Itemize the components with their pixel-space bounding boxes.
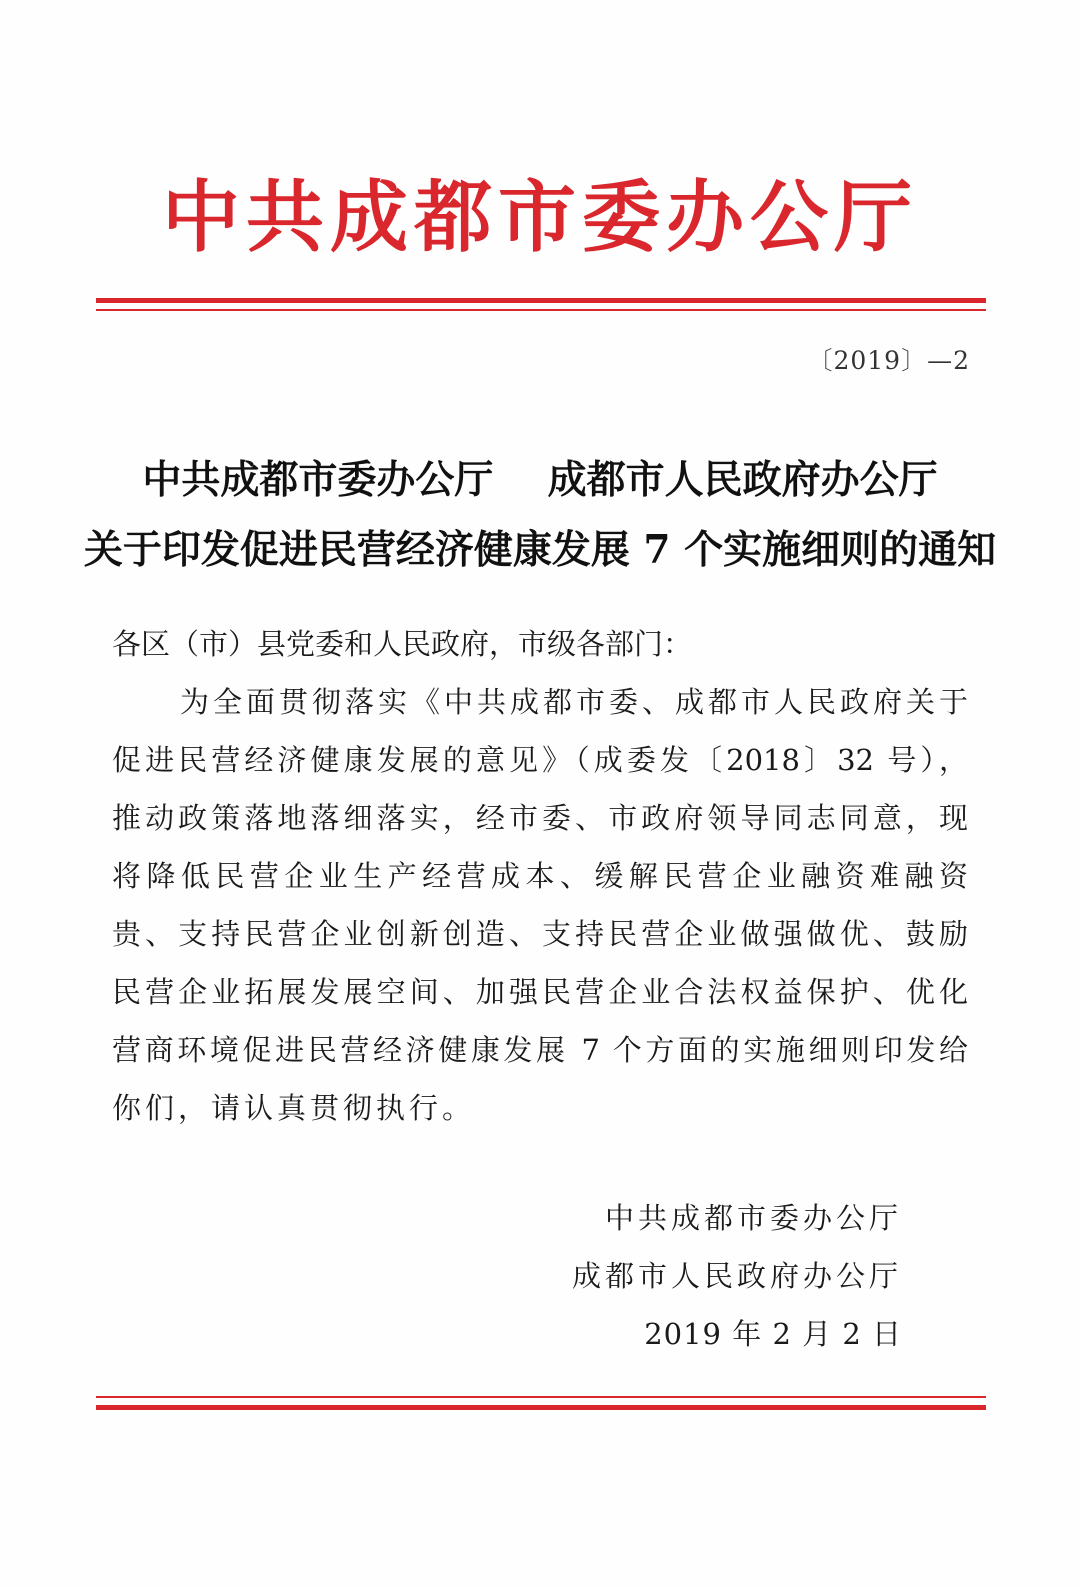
document-number: 〔2019〕—2 bbox=[807, 346, 970, 375]
body-line-4: 将降低民营企业生产经营成本、缓解民营企业融资难融资 bbox=[112, 859, 968, 893]
document-title-line-2: 关于印发促进民营经济健康发展 7 个实施细则的通知 bbox=[83, 527, 997, 573]
masthead-rule-thick bbox=[96, 298, 986, 303]
signature-org-2: 成都市人民政府办公厅 bbox=[571, 1259, 902, 1293]
signature-org-1: 中共成都市委办公厅 bbox=[604, 1201, 902, 1235]
footer-rule-thin bbox=[96, 1396, 986, 1398]
masthead-rule-thin bbox=[96, 309, 986, 311]
document-title-line-1: 中共成都市委办公厅 成都市人民政府办公厅 bbox=[142, 457, 938, 503]
masthead-title: 中共成都市委办公厅 bbox=[161, 172, 918, 263]
salutation: 各区（市）县党委和人民政府，市级各部门： bbox=[112, 627, 693, 661]
body-line-2: 促进民营经济健康发展的意见》（成委发〔2018〕32 号）， bbox=[112, 743, 968, 777]
body-line-8: 你们，请认真贯彻执行。 bbox=[112, 1091, 476, 1125]
body-line-3: 推动政策落地落细落实，经市委、市政府领导同志同意，现 bbox=[112, 801, 968, 835]
body-line-6: 民营企业拓展发展空间、加强民营企业合法权益保护、优化 bbox=[112, 975, 968, 1009]
signature-date: 2019 年 2 月 2 日 bbox=[644, 1317, 902, 1351]
body-line-1: 为全面贯彻落实《中共成都市委、成都市人民政府关于 bbox=[180, 685, 968, 719]
body-line-5: 贵、支持民营企业创新创造、支持民营企业做强做优、鼓励 bbox=[112, 917, 968, 951]
footer-rule-thick bbox=[96, 1405, 986, 1410]
body-line-7: 营商环境促进民营经济健康发展 7 个方面的实施细则印发给 bbox=[112, 1033, 968, 1067]
